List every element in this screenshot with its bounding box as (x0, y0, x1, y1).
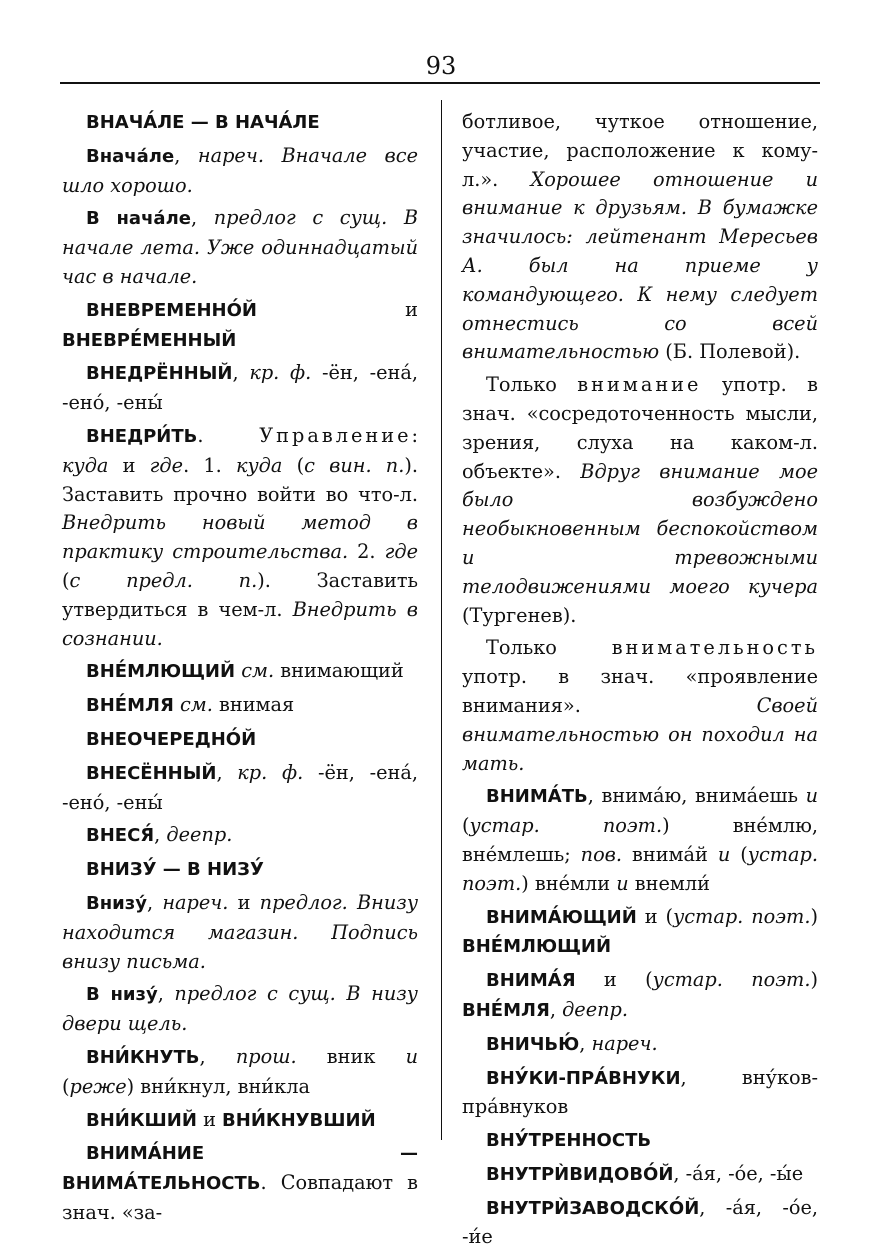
italic-text: реже (69, 1074, 127, 1098)
entry-text: ) вни́кнул, вни́кла (126, 1074, 310, 1098)
headword: Внача́ле (86, 145, 175, 167)
headword: ВНЕ́МЛЮЩИЙ (86, 661, 236, 683)
dictionary-entry (462, 1030, 818, 1060)
headword: ВНЕВРЕ́МЕННЫЙ (62, 329, 237, 351)
entry-text: . (197, 423, 260, 447)
italic-text: и (616, 871, 629, 895)
dictionary-entry (62, 204, 418, 291)
dictionary-entry (62, 1043, 418, 1102)
dictionary-entry (462, 782, 818, 898)
entry-text: внима́й (622, 842, 718, 866)
headword: ВНИМА́ЮЩИЙ (486, 906, 637, 928)
headword: ВНЕ́МЛЯ (462, 999, 550, 1021)
italic-text: где (384, 540, 419, 564)
entry-text: и ( (575, 968, 653, 992)
entry-text: ( (462, 814, 470, 838)
entry-text: внимательность (611, 636, 818, 660)
entry-text: и (257, 297, 418, 321)
italic-text: деепр. (166, 823, 233, 847)
entry-text: внимающий (274, 659, 404, 683)
entry-text: , вну́ков-пра́внуков (462, 1065, 818, 1119)
italic-text: устар. поэт. (462, 842, 818, 895)
dictionary-entry (462, 1064, 818, 1123)
entry-text: -ён, -ена́, -ено́, -ены́ (62, 361, 418, 415)
dictionary-entry (62, 855, 418, 885)
entry-text: ) вне́мли (521, 871, 617, 895)
entry-text: , -а́я, -о́е, -ы́е (673, 1161, 804, 1185)
headword: ВНУТРЍЗАВОДСКО́Й (486, 1197, 700, 1219)
headword: ВНИМА́ТЬ (486, 786, 588, 808)
italic-text: где (149, 453, 184, 477)
headword: В низу́ (86, 984, 158, 1006)
headword: ВНЕОЧЕРЕДНО́Й (86, 728, 257, 750)
entry-text: : (411, 423, 418, 447)
entry-text: , (549, 997, 563, 1021)
italic-text: предлог с сущ. В низу двери щель. (62, 982, 418, 1036)
italic-text: деепр. (562, 997, 629, 1021)
headword: В нача́ле (86, 208, 191, 230)
entry-text: ) (810, 968, 818, 992)
dictionary-entry (462, 903, 818, 963)
headword: ВНУТРЍВИДОВО́Й (486, 1163, 674, 1185)
dictionary-entry (62, 296, 418, 356)
headword: ВНАЧА́ЛЕ — В НАЧА́ЛЕ (86, 112, 320, 133)
dictionary-entry (62, 821, 418, 851)
entry-text: 2. (348, 540, 385, 564)
entry-text: ) вне́млю, вне́млешь; (462, 814, 818, 866)
entry-text: . 1. (183, 453, 236, 477)
entry-text: Только (486, 373, 578, 397)
left-column (62, 108, 418, 1232)
headword: ВНИМА́НИЕ — ВНИМА́ТЕЛЬНОСТЬ (62, 1143, 418, 1195)
entry-text: ботливое, чуткое отношение, участие, расположение к кому-л.». (462, 110, 818, 191)
entry-text: , -а́я, -о́е, -и́е (462, 1195, 818, 1249)
dictionary-entry (462, 1194, 818, 1253)
entry-text: -ён, -ена́, -ено́, -ены́ (62, 760, 418, 814)
entry-text: употр. в знач. «проявление внимания». (462, 665, 818, 717)
entry-text: внемли́ (628, 871, 711, 895)
italic-text: устар. поэт. (673, 904, 811, 928)
entry-text: и (228, 890, 260, 914)
entry-text: , (216, 760, 238, 784)
dictionary-entry (462, 1160, 818, 1190)
italic-text: Хорошее отношение и внимание к друзьям. В бумажке значилось: лейтенант Мересьев А. был на приеме у командующего. К нему следует отнестись со всей внимательностью (462, 167, 818, 364)
headword: ВНЕДРИ́ТЬ (86, 425, 198, 447)
italic-text: нареч. (162, 890, 229, 914)
italic-text: куда (235, 453, 283, 477)
headword: ВНЕДРЁННЫЙ (86, 363, 233, 385)
italic-text: предлог. Внизу находится магазин. Подпись внизу письма. (62, 890, 418, 973)
headword: ВНЕСЯ́ (86, 825, 155, 847)
dictionary-entry (62, 657, 418, 687)
italic-text: куда (62, 453, 109, 477)
entry-text: ( (62, 1074, 70, 1098)
italic-text: с вин. п. (304, 453, 405, 477)
italic-text: см. (179, 693, 213, 717)
italic-text: Внедрить в сознании. (62, 597, 418, 650)
entry-text: (Б. Полевой). (659, 340, 801, 364)
dictionary-entry (62, 1106, 418, 1136)
headword: ВНЕСЁННЫЙ (86, 762, 217, 784)
headword: ВНЕВРЕМЕННО́Й (86, 299, 257, 321)
dictionary-entry (62, 142, 418, 201)
italic-text: кр. ф. (249, 361, 312, 385)
headword: ВНИ́КШИЙ (86, 1109, 197, 1131)
italic-text: устар. поэт. (652, 968, 811, 992)
headword: ВНУ́КИ-ПРА́ВНУКИ (486, 1067, 681, 1089)
column-divider (441, 100, 442, 1140)
entry-text: и ( (636, 904, 674, 928)
entry-text: ( (730, 842, 748, 866)
dictionary-entry (62, 422, 418, 653)
italic-text: нареч. Вначале все шло хорошо. (62, 143, 418, 197)
entry-text: , (154, 823, 167, 847)
dictionary-entry (462, 1126, 818, 1156)
page-number: 93 (425, 52, 457, 80)
headword: ВНЕ́МЛЮЩИЙ (462, 936, 612, 958)
italic-text: пов. (580, 842, 623, 866)
headword: ВНИЗУ́ — В НИЗУ́ (86, 859, 264, 881)
italic-text: кр. ф. (237, 760, 304, 784)
italic-text: Вдруг внимание мое было возбуждено необыкновенным беспокойством и тревожными телодвижениями моего кучера (462, 459, 818, 598)
headword: ВНИЧЬЮ́ (486, 1033, 580, 1055)
italic-text: с предл. п. (69, 568, 258, 592)
italic-text: предлог с сущ. В начале лета. Уже одиннадцатый час в начале. (62, 206, 419, 288)
entry-text: внимание (577, 373, 702, 397)
dictionary-entry (62, 725, 418, 755)
italic-text: см. (241, 659, 275, 683)
dictionary-entry (62, 759, 418, 818)
entry-text: Управление (259, 423, 412, 447)
headword: ВНИ́КНУВШИЙ (222, 1109, 376, 1131)
dictionary-entry (62, 691, 418, 721)
entry-text: употр. в знач. «сосредоточенность мысли, зрения, слуха на каком-л. объекте». (462, 373, 818, 483)
entry-text: (Тургенев). (462, 603, 577, 627)
dictionary-entry (62, 108, 418, 138)
right-column (462, 108, 818, 1256)
entry-text: , (199, 1044, 236, 1068)
entry-text: и (196, 1107, 223, 1131)
headword: ВНИ́КНУТЬ (86, 1046, 200, 1068)
italic-text: и (717, 842, 731, 866)
italic-text: Внедрить новый метод в практику строительства. (62, 511, 418, 564)
dictionary-entry (62, 980, 418, 1039)
entry-text: , (146, 890, 163, 914)
entry-text: ( (62, 568, 70, 592)
dictionary-entry (462, 966, 818, 1026)
dictionary-entry (462, 371, 818, 630)
header-rule (60, 82, 820, 84)
italic-text: нареч. (591, 1031, 658, 1055)
dictionary-entry (62, 359, 418, 418)
dictionary-entry (462, 634, 818, 778)
entry-text: , (190, 206, 214, 230)
headword: ВНЕ́МЛЯ (86, 695, 174, 717)
headword: ВНУ́ТРЕННОСТЬ (486, 1130, 652, 1152)
entry-text: ). Заставить прочно войти во что-л. (62, 453, 418, 506)
italic-text: и (405, 1044, 418, 1068)
entry-text: , (157, 982, 175, 1006)
entry-text: , (579, 1031, 592, 1055)
entry-text: ( (282, 453, 305, 477)
dictionary-entry (62, 889, 418, 976)
entry-text: , (174, 143, 198, 167)
italic-text: устар. поэт. (469, 814, 663, 838)
dictionary-entry (62, 1139, 418, 1227)
italic-text: прош. (235, 1044, 297, 1068)
entry-text: , (232, 361, 250, 385)
entry-text: внимая (212, 693, 295, 717)
dictionary-entry (462, 108, 818, 367)
headword: ВНИМА́Я (486, 970, 576, 992)
entry-text: , внима́ю, внима́ешь (587, 784, 806, 808)
entry-text: ) (810, 904, 818, 928)
entry-text: ). Заставить утвердиться в чем-л. (62, 568, 418, 621)
headword: Внизу́ (86, 892, 147, 914)
entry-text: и (108, 453, 150, 477)
entry-text: Только (486, 636, 612, 660)
italic-text: и (805, 784, 818, 808)
entry-text: . Совпадают в знач. «за- (62, 1171, 418, 1224)
entry-text: вник (296, 1044, 406, 1068)
italic-text: Своей внимательностью он походил на мать. (462, 693, 818, 775)
